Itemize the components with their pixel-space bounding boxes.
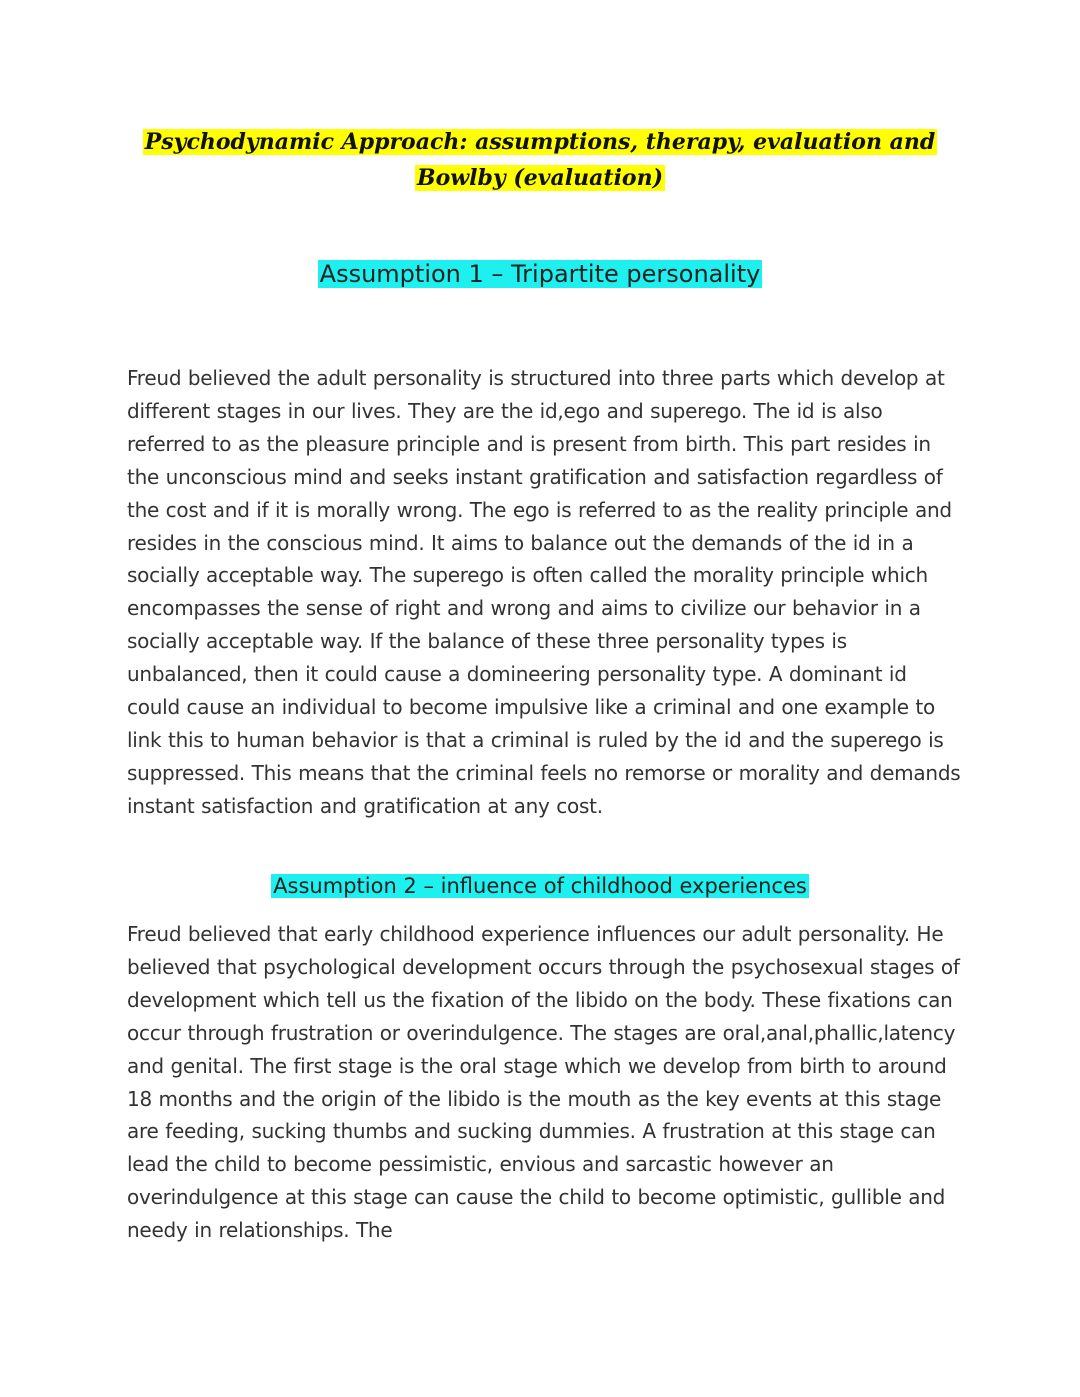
section-paragraph-assumption-1: Freud believed the adult personality is structured into three parts which develop at different stages in our lives. They are the id,ego and superego. The id is also referred to as the pleasure principle and is present from birth. This part resides in the unconscious mind and seeks instant gratification and satisfaction regardless of the cost and if it is morally wrong. The ego is referred to as the reality principle and resides in the conscious mind. It aims to balance out the demands of the id in a socially acceptable way. The superego is often called the morality principle which encompasses the sense of right and wrong and aims to civilize our behavior in a socially acceptable way. If the balance of these three personality types is unbalanced, then it could cause a domineering personality type. A dominant id could cause an individual to become impulsive like a criminal and one example to link this to human behavior is that a criminal is ruled by the id and the superego is suppressed. This means that the criminal feels no remorse or morality and demands instant satisfaction and gratification at any cost. [127,366,961,818]
page-title [120,124,960,196]
section-heading-assumption-1 [0,256,1080,292]
section-paragraph-assumption-2: Freud believed that early childhood experience influences our adult personality. He believed that psychological development occurs through the psychosexual stages of development which tell us the fixation of the libido on the body. These fixations can occur through frustration or overindulgence. The stages are oral,anal,phallic,latency and genital. The first stage is the oral stage which we develop from birth to around 18 months and the origin of the libido is the mouth as the key events at this stage are feeding, sucking thumbs and sucking dummies. A frustration at this stage can lead the child to become pessimistic, envious and sarcastic however an overindulgence at this stage can cause the child to become optimistic, gullible and needy in relationships. The [127,922,960,1243]
section-heading-assumption-2 [0,870,1080,902]
page-title-text: Psychodynamic Approach: assumptions, therapy, evaluation and Bowlby (evaluation) [144,129,936,191]
section-heading-text: Assumption 1 – Tripartite personality [319,260,761,288]
section-heading-text: Assumption 2 – influence of childhood experiences [273,874,807,898]
